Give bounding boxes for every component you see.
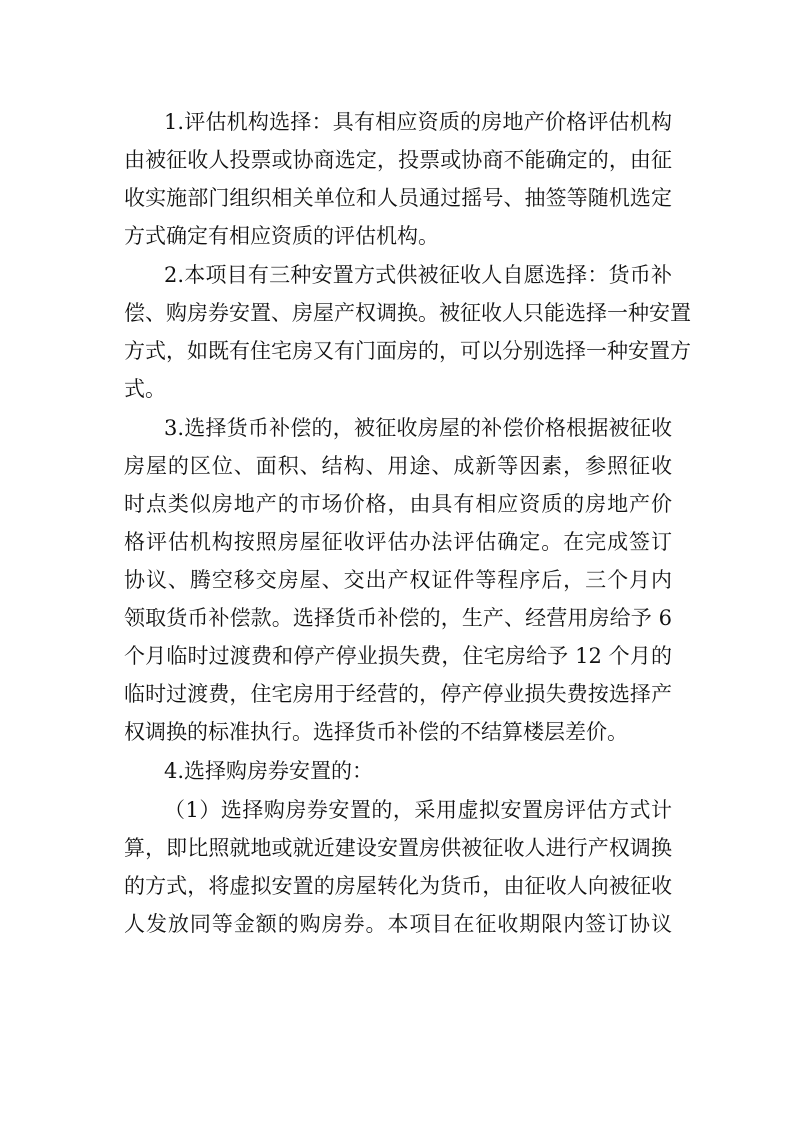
paragraph-1-line-4: 方式确定有相应资质的评估机构。	[124, 224, 439, 248]
paragraph-1-line-3: 收实施部门组织相关单位和人员通过摇号、抽签等随机选定	[124, 186, 672, 210]
paragraph-2-line-3: 方式，如既有住宅房又有门面房的，可以分别选择一种安置方	[124, 339, 691, 363]
paragraph-3-line-2: 房屋的区位、面积、结构、用途、成新等因素，参照征收	[124, 454, 672, 478]
paragraph-5-line-1: （1）选择购房券安置的，采用虚拟安置房评估方式计	[164, 798, 672, 822]
paragraph-2-line-4: 式。	[124, 377, 166, 401]
paragraph-3-line-9: 权调换的标准执行。选择货币补偿的不结算楼层差价。	[124, 720, 628, 744]
paragraph-2-line-2: 偿、购房券安置、房屋产权调换。被征收人只能选择一种安置	[124, 301, 691, 325]
paragraph-4-line-1: 4.选择购房券安置的：	[164, 759, 374, 783]
paragraph-2-line-1: 2.本项目有三种安置方式供被征收人自愿选择：货币补	[164, 263, 672, 287]
paragraph-3-line-3: 时点类似房地产的市场价格，由具有相应资质的房地产价	[124, 492, 672, 516]
paragraph-3-line-8: 临时过渡费，住宅房用于经营的，停产停业损失费按选择产	[124, 682, 672, 706]
paragraph-3-line-6: 领取货币补偿款。选择货币补偿的，生产、经营用房给予 6	[124, 606, 672, 630]
paragraph-5-line-3: 的方式，将虚拟安置的房屋转化为货币，由征收人向被征收	[124, 874, 672, 898]
paragraph-3-line-1: 3.选择货币补偿的，被征收房屋的补偿价格根据被征收	[164, 416, 672, 440]
paragraph-5-line-2: 算，即比照就地或就近建设安置房供被征收人进行产权调换	[124, 836, 672, 860]
paragraph-1-line-2: 由被征收人投票或协商选定，投票或协商不能确定的，由征	[124, 148, 672, 172]
paragraph-1-line-1: 1.评估机构选择：具有相应资质的房地产价格评估机构	[164, 110, 672, 134]
paragraph-5-line-4: 人发放同等金额的购房券。本项目在征收期限内签订协议	[124, 912, 672, 936]
paragraph-3-line-4: 格评估机构按照房屋征收评估办法评估确定。在完成签订	[124, 530, 672, 554]
paragraph-3-line-5: 协议、腾空移交房屋、交出产权证件等程序后，三个月内	[124, 568, 672, 592]
paragraph-3-line-7: 个月临时过渡费和停产停业损失费，住宅房给予 12 个月的	[124, 644, 672, 668]
